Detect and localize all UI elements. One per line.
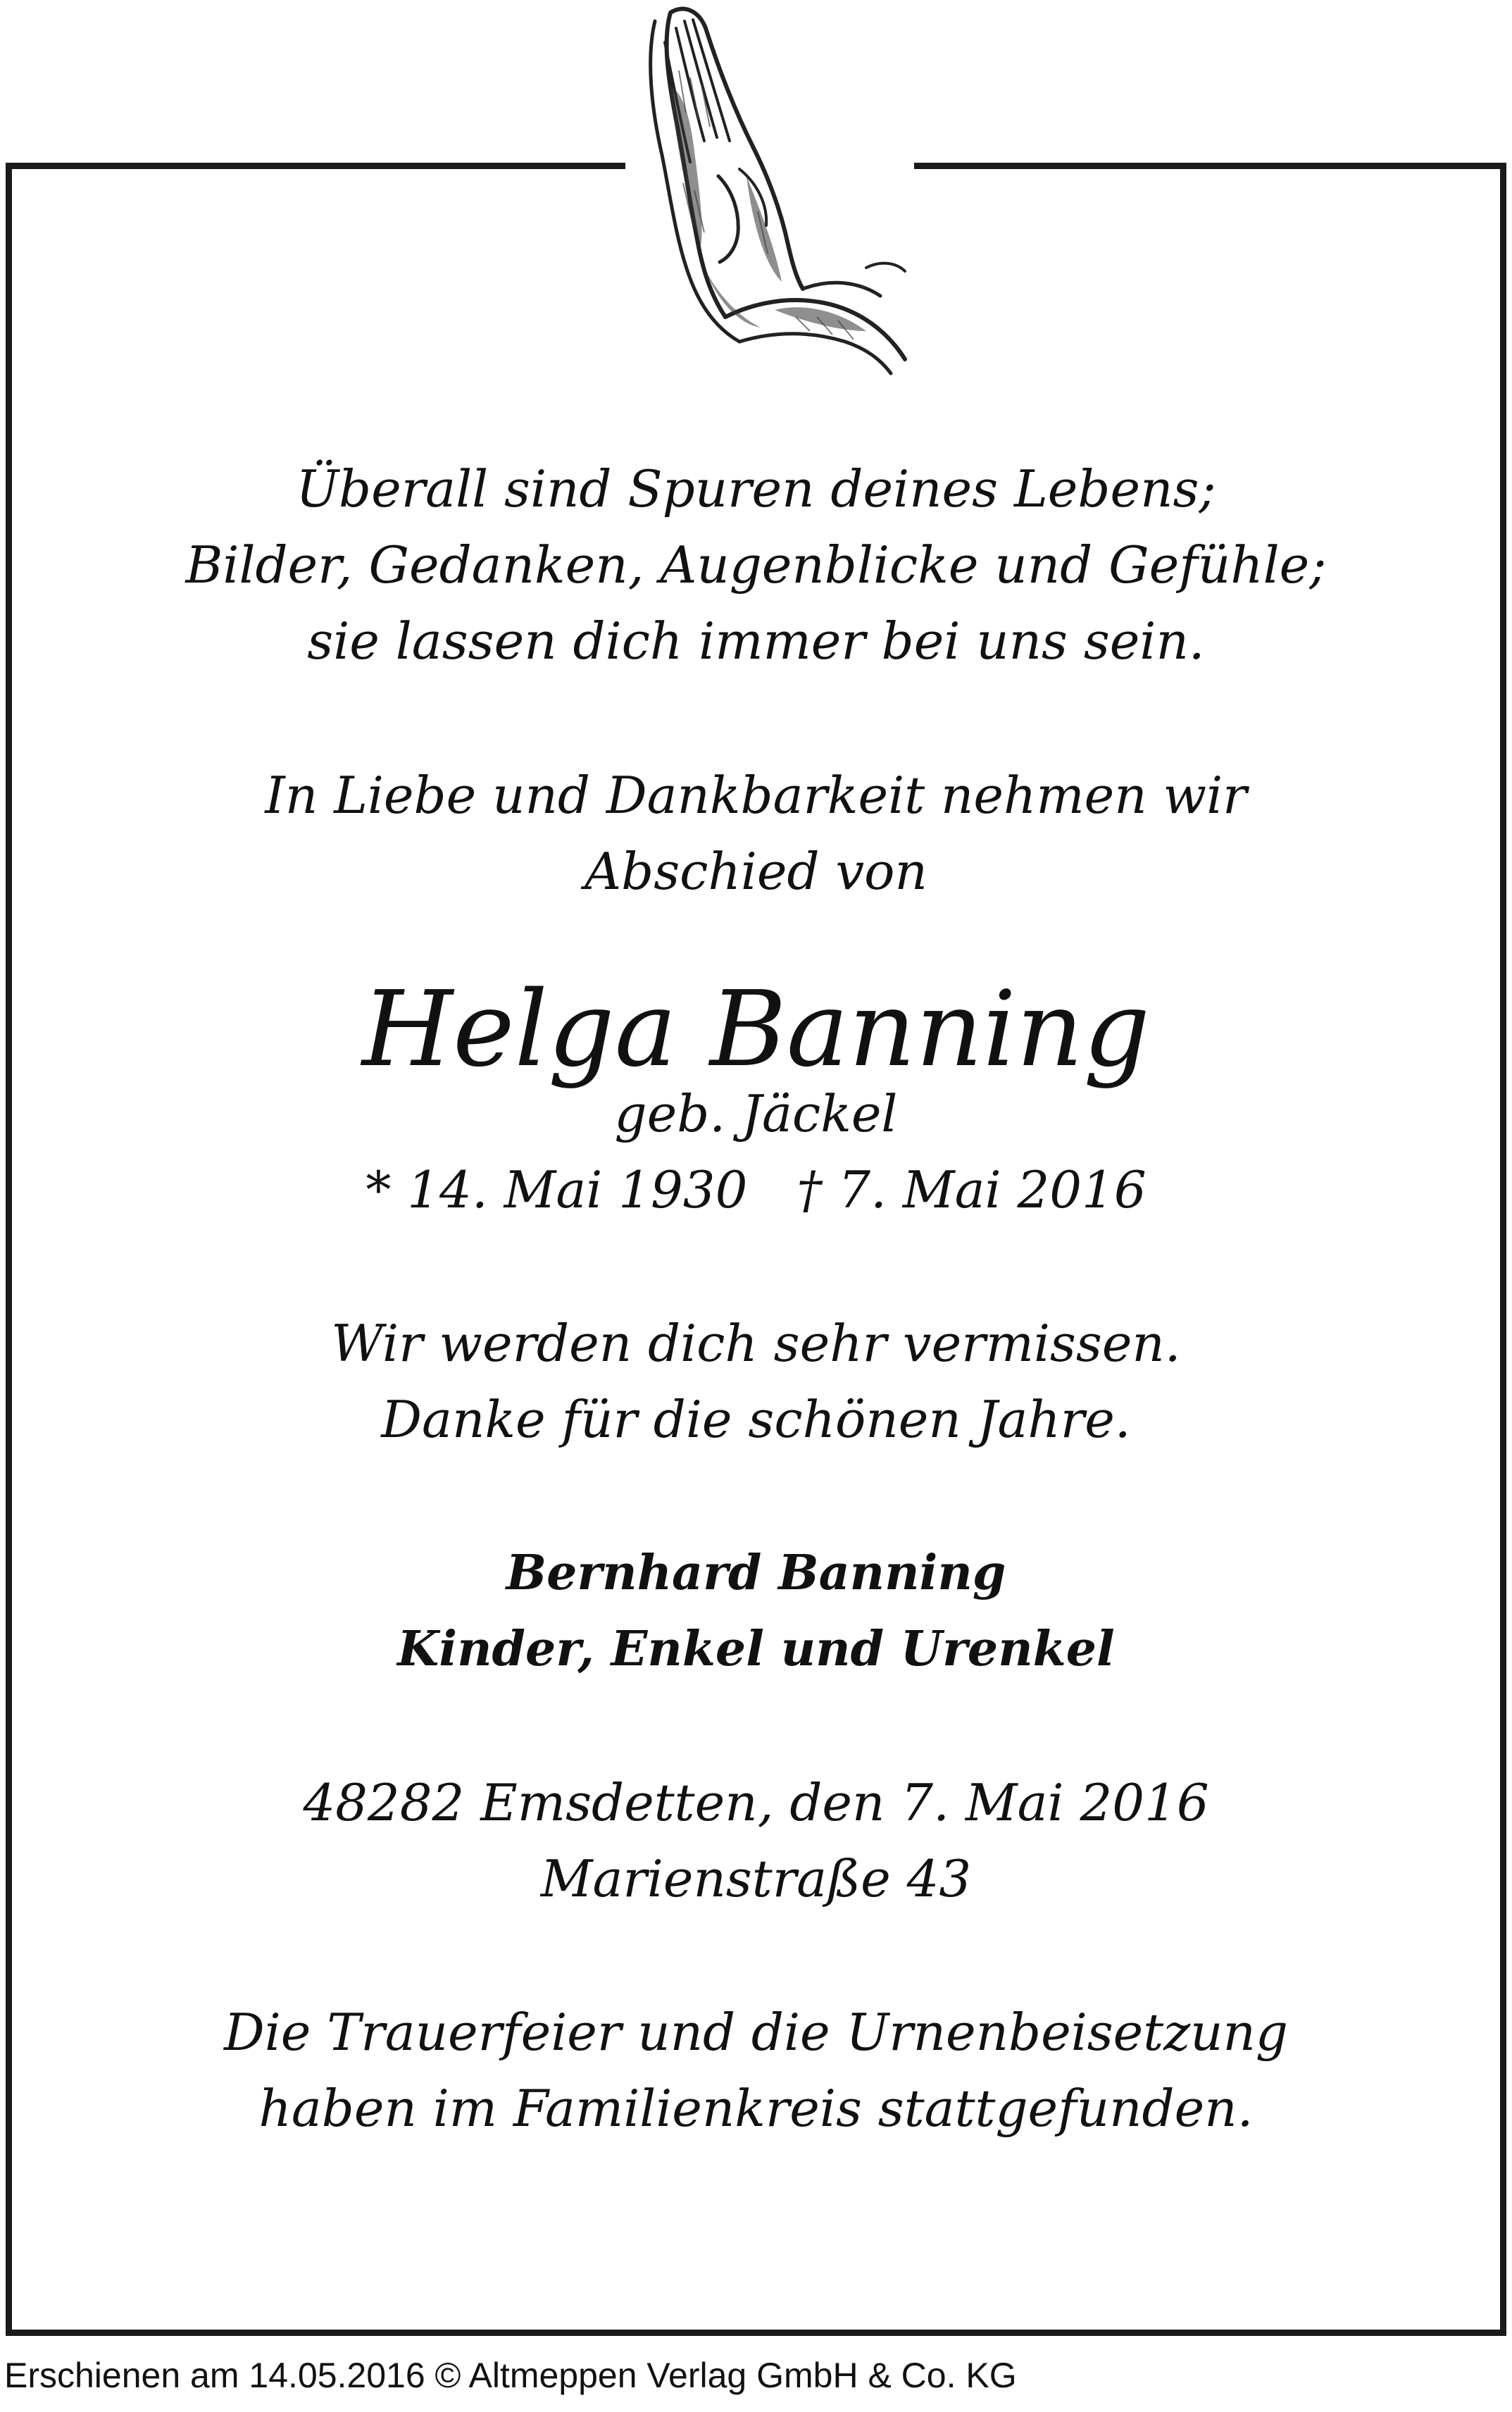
farewell-line-1: Wir werden dich sehr vermissen. — [331, 1314, 1181, 1373]
frame-left — [6, 163, 12, 2336]
birth-date: * 14. Mai 1930 — [365, 1160, 748, 1219]
address-block — [12, 1765, 1500, 1917]
address-line-2: Marienstraße 43 — [540, 1849, 972, 1908]
farewell-block — [12, 1305, 1500, 1457]
publication-footer: Erschienen am 14.05.2016 © Altmeppen Verlag GmbH & Co. KG — [4, 2356, 1017, 2395]
ceremony-line-1: Die Trauerfeier und die Urnenbeisetzung — [224, 2003, 1288, 2062]
frame-top-left — [6, 163, 625, 169]
verse-block — [12, 451, 1500, 679]
mourner-line-1: Bernhard Banning — [506, 1545, 1006, 1601]
intro-line-2: Abschied von — [585, 842, 927, 901]
address-line-1: 48282 Emsdetten, den 7. Mai 2016 — [303, 1773, 1209, 1832]
intro-line-1: In Liebe und Dankbarkeit nehmen wir — [265, 766, 1247, 825]
ceremony-block — [12, 1994, 1500, 2146]
frame-top-right — [914, 163, 1506, 169]
intro-block — [12, 757, 1500, 909]
ceremony-line-2: haben im Familienkreis stattgefunden. — [258, 2079, 1254, 2138]
farewell-line-2: Danke für die schönen Jahre. — [381, 1390, 1131, 1449]
deceased-name: Helga Banning — [361, 969, 1151, 1090]
death-date: † 7. Mai 2016 — [796, 1160, 1147, 1219]
obituary-content — [12, 169, 1500, 2146]
frame-right — [1500, 163, 1506, 2336]
verse-line-1: Überall sind Spuren deines Lebens; — [296, 459, 1216, 518]
verse-line-3: sie lassen dich immer bei uns sein. — [307, 611, 1205, 671]
mourners-block — [12, 1535, 1500, 1687]
life-dates — [12, 1152, 1500, 1228]
verse-line-2: Bilder, Gedanken, Augenblicke und Gefühle; — [185, 535, 1327, 595]
frame-bottom — [6, 2330, 1506, 2336]
mourner-line-2: Kinder, Enkel und Urenkel — [397, 1621, 1115, 1677]
maiden-name: geb. Jäckel — [614, 1084, 898, 1143]
